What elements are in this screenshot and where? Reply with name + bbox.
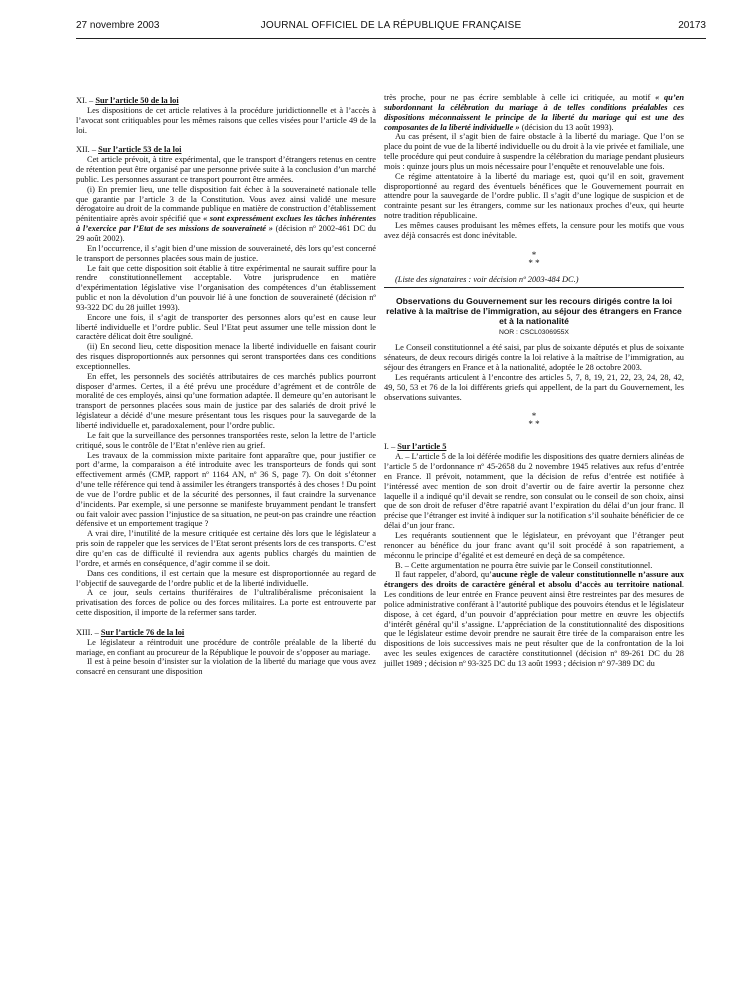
paragraph: Cet article prévoit, à titre expérimental, que le transport d’étrangers retenus en centre de rétention peut être organisé par une personne privée suite à la conclusion d’un marché public. Les personnes assurant ce transport pourront être armées. xyxy=(76,155,376,184)
paragraph: Le fait que cette disposition soit établie à titre expérimental ne saurait suffire pour la rendre constitutionnellement acceptable. Votre jurisprudence en matière d’expérimentation législative vise l’organisation des compétences d’un établissement public et non la dévolution d’un pouvoir lié à une fonction de souveraineté (décision nº 93-322 DC du 28 juillet 1993). xyxy=(76,263,376,312)
separator-stars: * * * xyxy=(528,249,540,268)
paragraph: Il faut rappeler, d’abord, qu’aucune règle de valeur constitutionnelle n’assure aux étrangers des droits de caractère général et absolu d’accès au territoire national. Les conditions de leur entrée en France peuvent ainsi être restreintes par des mesures de police administrative conférant à l’autorité publique des pouvoirs étendus et le législateur dispose, à cet égard, d’un pouvoir d’appréciation pour mettre en œuvre les objectifs d’intérêt général qu’il s’assigne. L’appréciation de la constitutionnalité des dispositions que le législateur estime devoir prendre ne saurait être tirée de la comparaison entre les dispositions de lois successives mais ne peut résulter que de la confrontation de la loi avec les seules exigences de caractère constitutionnel (décision nº 89-261 DC du 28 juillet 1989 ; décision nº 93-325 DC du 13 août 1993 ; décision nº 97-389 DC du xyxy=(384,570,684,668)
paragraph: En effet, les personnels des sociétés attributaires de ces marchés publics pourront disposer d’armes. Certes, il a été prévu une procédure d’agrément et de contrôle de moralité de ces employés, ainsi qu’une formation adaptée. Il demeure qu’en autorisant le transport de personnes placées sous main de justice par des salariés de droit privé le législateur a décidé d’une mesure présentant tous les risques pour la sauvegarde de la liberté individuelle et, paradoxalement, pour l’ordre public. xyxy=(76,371,376,430)
section-heading-xiii: XIII. – Sur l’article 76 de la loi xyxy=(76,627,185,637)
paragraph: très proche, pour ne pas écrire semblable à celle ici critiquée, au motif « qu’en subordonnant la célébration du mariage à de telles conditions préalables ces dispositions méconnaissent le principe de la liberté du mariage qui est une des composantes de la liberté individuelle » (décision du 13 août 1993). xyxy=(384,93,684,132)
paragraph: Les travaux de la commission mixte paritaire font apparaître que, pour justifier ce port d’arme, la comparaison a été introduite avec les transporteurs de fonds qui sont effectivement armés (CMP, rapport nº 1164 AN, nº 36 S, page 7). On doit s’étonner d’une telle référence qui tend à assimiler les étrangers transportés à des choses ! Du point de vue de l’ordre public et de la sécurité des personnes, il faut craindre la survenance d’incidents. Par exemple, si une personne se manifeste bruyamment pendant le transfert ou fait valoir avec passion l’injustice de sa situation, ne peut-on pas craindre une réaction défensive et un emportement tragique ? xyxy=(76,450,376,529)
paragraph: Les mêmes causes produisant les mêmes effets, la censure pour les motifs que vous avez déjà consacrés est donc inévitable. xyxy=(384,220,684,240)
paragraph: Encore une fois, il s’agit de transporter des personnes alors qu’est en cause leur liberté individuelle et l’ordre public. Seul l’Etat peut assumer une telle mission dont le caractère délicat doit être souligné. xyxy=(76,312,376,342)
paragraph: B. – Cette argumentation ne pourra être suivie par le Conseil constitutionnel. xyxy=(395,560,653,570)
page-number: 20173 xyxy=(678,20,706,31)
paragraph: A. – L’article 5 de la loi déférée modifie les dispositions des quatre derniers alinéas de l’article 5 de l’ordonnance nº 45-2658 du 2 novembre 1945 relatives aux refus d’entrée en France. Il prévoit, notamment, que la décision de refus d’entrée est notifiée à l’intéressé avec mention de son droit d’avertir ou de faire avertir la personne chez laquelle il a indiqué qu’il devait se rendre, son consulat ou le conseil de son choix, ainsi que de son droit de refuser d’être rapatrié avant l’expiration du délai d’un jour franc. Il précise que l’étranger est invité à indiquer sur la notification s’il souhaite bénéficier de ce délai d’un jour franc. xyxy=(384,452,684,531)
paragraph: Le Conseil constitutionnel a été saisi, par plus de soixante députés et plus de soixante sénateurs, de deux recours dirigés contre la loi relative à la maîtrise de l’immigration, au séjour des étrangers en France et à la nationalité, adoptée le 28 octobre 2003. xyxy=(384,343,684,373)
section-heading-xii: XII. – Sur l’article 53 de la loi xyxy=(76,145,182,155)
observations-title: Observations du Gouvernement sur les recours dirigés contre la loi relative à la maîtrise de l’immigration, au séjour des étrangers en France et à la nationalité xyxy=(384,287,684,326)
signatories-note: (Liste des signataires : voir décision nº 2003-484 DC.) xyxy=(395,274,579,284)
paragraph: A ce jour, seuls certains thuriféraires de l’ultralibéralisme préconisaient la privatisation des forces de police ou des forces militaires. La porte est entrouverte par cette disposition, il importe de la refermer sans tarder. xyxy=(76,588,376,618)
nor-reference: NOR : CSCL0306955X xyxy=(499,328,569,336)
section-heading-i: I. – Sur l’article 5 xyxy=(384,442,447,452)
separator-stars: * * * xyxy=(528,411,540,430)
paragraph: A vrai dire, l’inutilité de la mesure critiquée est certaine dès lors que le législateur a pris soin de rappeler que les services de l’Etat seront présents lors de ces transports. C’est dire qu’en cas de difficulté il reviendra aux agents publics chargés du maintien de l’ordre, et armés en conséquence, d’agir comme il se doit. xyxy=(76,529,377,568)
journal-title: JOURNAL OFFICIEL DE LA RÉPUBLIQUE FRANÇAISE xyxy=(260,20,522,31)
paragraph: Ce régime attentatoire à la liberté du mariage est, quoi qu’il en soit, gravement disproportionné au regard des éventuels bénéfices que le Gouvernement pourrait en attendre pour la sauvegarde de l’ordre public. Il s’agit d’une logique de suspicion et de contrainte pesant sur les étrangers, comme sur les nationaux proches d’eux, qui heurte notre tradition républicaine. xyxy=(384,171,684,221)
paragraph: Le fait que la surveillance des personnes transportées reste, selon la lettre de l’article critiqué, sous le contrôle de l’Etat n’enlève rien au grief. xyxy=(76,430,376,450)
header-rule xyxy=(76,38,706,39)
paragraph: (i) En premier lieu, une telle disposition fait échec à la souveraineté nationale telle que garantie par l’article 3 de la Constitution. Vous avez ainsi validé une mesure dérogatoire au droit de la commande publique en matière de construction d’établissement pénitentiaire après avoir spécifié que « sont expressément exclues les tâches inhérentes à l’exercice par l’Etat de ses missions de souveraineté » (décision nº 2002-461 DC du 29 août 2002). xyxy=(76,184,376,243)
paragraph: (ii) En second lieu, cette disposition menace la liberté individuelle en faisant courir des risques disproportionnés aux personnes qui seront transportées dans ces conditions exceptionnelles. xyxy=(76,342,376,371)
paragraph: Les requérants soutiennent que le législateur, en prévoyant que l’étranger peut renoncer au bénéfice du jour franc avant qu’il soit procédé à son rapatriement, a méconnu le principe d’égalité et est demeuré en deçà de sa compétence. xyxy=(384,531,684,560)
paragraph: Il est à peine besoin d’insister sur la violation de la liberté du mariage que vous avez consacré en censurant une disposition xyxy=(76,657,376,677)
section-heading-xi: XI. – Sur l’article 50 de la loi xyxy=(76,96,179,105)
paragraph: En l’occurrence, il s’agit bien d’une mission de souveraineté, dès lors qu’est concerné le transport de personnes placées sous main de justice. xyxy=(76,243,376,263)
page-header xyxy=(76,20,706,36)
issue-date: 27 novembre 2003 xyxy=(76,20,160,31)
paragraph: Dans ces conditions, il est certain que la mesure est disproportionnée au regard de l’objectif de sauvegarde de l’ordre public et de la liberté individuelle. xyxy=(76,568,376,588)
paragraph: Les requérants articulent à l’encontre des articles 5, 7, 8, 19, 21, 22, 23, 24, 28, 42, 49, 50, 53 et 76 de la loi différents griefs qui appellent, de la part du Gouvernement, les observations suivantes. xyxy=(384,372,684,402)
paragraph: Le législateur a réintroduit une procédure de contrôle préalable de la liberté du mariage, en confiant au procureur de la République le pouvoir de s’opposer au mariage. xyxy=(76,637,376,657)
left-column xyxy=(76,96,376,677)
paragraph: Au cas présent, il s’agit bien de faire obstacle à la liberté du mariage. Que l’on se place du point de vue de la liberté individuelle ou du droit à la vie privée et familiale, une telle procédure qui peut conduire à suspendre la célébration du mariage pendant plusieurs mois : quinze jours plus un mois nécessaire pour l’enquête et renouvelable une fois. xyxy=(384,132,684,171)
paragraph: Les dispositions de cet article relatives à la procédure juridictionnelle et à l’accès à l’avocat sont critiquables pour les mêmes raisons que celles visées pour l’article 49 de la loi. xyxy=(76,105,376,135)
right-column xyxy=(384,93,684,669)
